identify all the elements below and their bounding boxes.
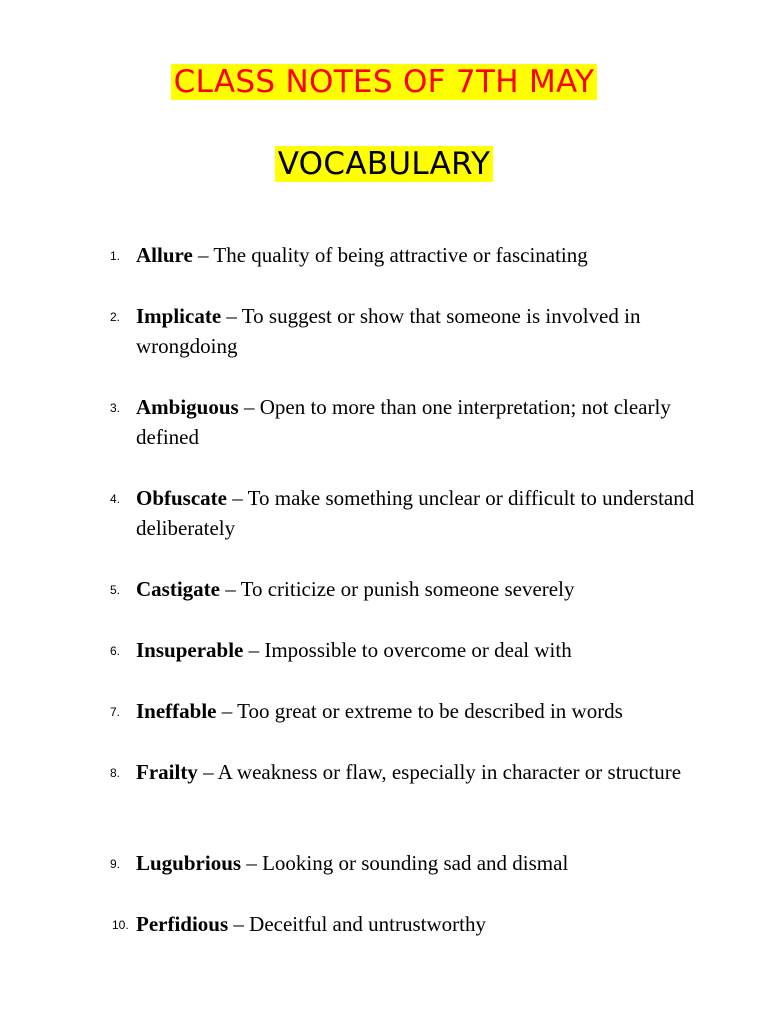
vocab-term: Obfuscate [136, 486, 227, 510]
page-title-text: CLASS NOTES OF 7TH MAY [171, 64, 598, 100]
item-number: 1. [110, 249, 121, 263]
term-separator: – [216, 699, 238, 723]
vocab-definition: Open to more than one interpretation; not clearly defined [136, 395, 671, 449]
term-separator: – [228, 912, 250, 936]
item-number: 3. [110, 401, 121, 415]
term-separator: – [243, 638, 265, 662]
term-separator: – [238, 395, 260, 419]
vocab-term: Perfidious [136, 912, 229, 936]
item-number: 8. [110, 766, 121, 780]
vocab-definition: To suggest or show that someone is involved in wrongdoing [136, 304, 641, 358]
term-separator: – [221, 304, 242, 328]
vocab-definition: Impossible to overcome or deal with [264, 638, 572, 662]
item-number: 7. [110, 705, 121, 719]
item-number: 10. [112, 918, 129, 932]
vocab-item [110, 301, 736, 361]
item-number: 9. [110, 857, 121, 871]
item-number: 5. [110, 583, 121, 597]
vocab-item [110, 696, 736, 726]
vocab-term: Implicate [136, 304, 222, 328]
vocab-term: Insuperable [136, 638, 244, 662]
section-heading-text: VOCABULARY [275, 146, 494, 182]
vocab-term: Ambiguous [136, 395, 239, 419]
vocab-item [110, 240, 736, 270]
item-number: 6. [110, 644, 121, 658]
vocab-term: Frailty [136, 760, 198, 784]
term-separator: – [197, 760, 218, 784]
vocab-definition: The quality of being attractive or fascinating [213, 243, 588, 267]
vocab-definition: Deceitful and untrustworthy [249, 912, 486, 936]
vocab-definition: Too great or extreme to be described in words [237, 699, 623, 723]
vocab-definition: Looking or sounding sad and dismal [262, 851, 569, 875]
term-separator: – [219, 577, 241, 601]
item-number: 2. [110, 310, 121, 324]
vocab-item [110, 574, 736, 604]
vocab-definition: A weakness or flaw, especially in character or structure [217, 760, 682, 784]
term-separator: – [192, 243, 214, 267]
vocab-item [110, 757, 736, 787]
vocab-definition: To make something unclear or difficult to understand deliberately [136, 486, 695, 540]
vocab-item [110, 848, 736, 878]
vocab-term: Lugubrious [136, 851, 242, 875]
vocab-item [110, 483, 736, 543]
vocab-item [112, 909, 736, 939]
vocab-definition: To criticize or punish someone severely [240, 577, 575, 601]
term-separator: – [227, 486, 248, 510]
item-number: 4. [110, 492, 121, 506]
vocab-term: Castigate [136, 577, 220, 601]
vocab-item [110, 635, 736, 665]
vocab-term: Ineffable [136, 699, 217, 723]
vocab-item [110, 392, 736, 452]
term-separator: – [241, 851, 263, 875]
vocab-term: Allure [136, 243, 193, 267]
